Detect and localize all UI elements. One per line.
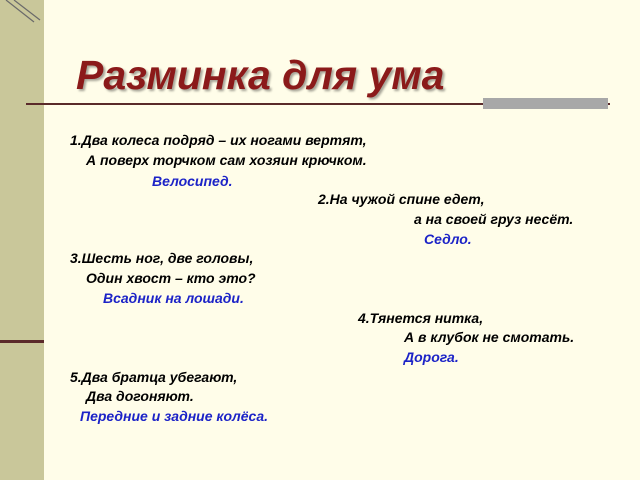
title-rule-block bbox=[483, 98, 608, 109]
riddle-4-line-2: А в клубок не смотать. bbox=[404, 329, 575, 345]
riddle-4-line-1: 4.Тянется нитка, bbox=[358, 310, 484, 326]
riddle-4-answer: Дорога. bbox=[404, 349, 459, 365]
riddle-3-line-2: Один хвост – кто это? bbox=[86, 270, 256, 286]
riddle-1-line-1: 1.Два колеса подряд – их ногами вертят, bbox=[70, 132, 367, 148]
riddle-3-line-1: 3.Шесть ног, две головы, bbox=[70, 250, 254, 266]
riddle-2-answer: Седло. bbox=[424, 231, 472, 247]
corner-decoration bbox=[0, 0, 44, 30]
riddle-1-line-2: А поверх торчком сам хозяин крючком. bbox=[86, 152, 367, 168]
left-bar-accent-line bbox=[0, 340, 44, 343]
riddle-2-line-1: 2.На чужой спине едет, bbox=[318, 191, 485, 207]
riddle-1-answer: Велосипед. bbox=[152, 173, 233, 189]
riddle-3-answer: Всадник на лошади. bbox=[103, 290, 244, 306]
riddle-5-line-2: Два догоняют. bbox=[86, 388, 194, 404]
riddle-5-line-1: 5.Два братца убегают, bbox=[70, 369, 238, 385]
riddle-5-answer: Передние и задние колёса. bbox=[80, 408, 269, 424]
riddle-2-line-2: а на своей груз несёт. bbox=[414, 211, 574, 227]
slide-title: Разминка для ума bbox=[76, 52, 445, 98]
left-decorative-bar bbox=[0, 0, 44, 480]
